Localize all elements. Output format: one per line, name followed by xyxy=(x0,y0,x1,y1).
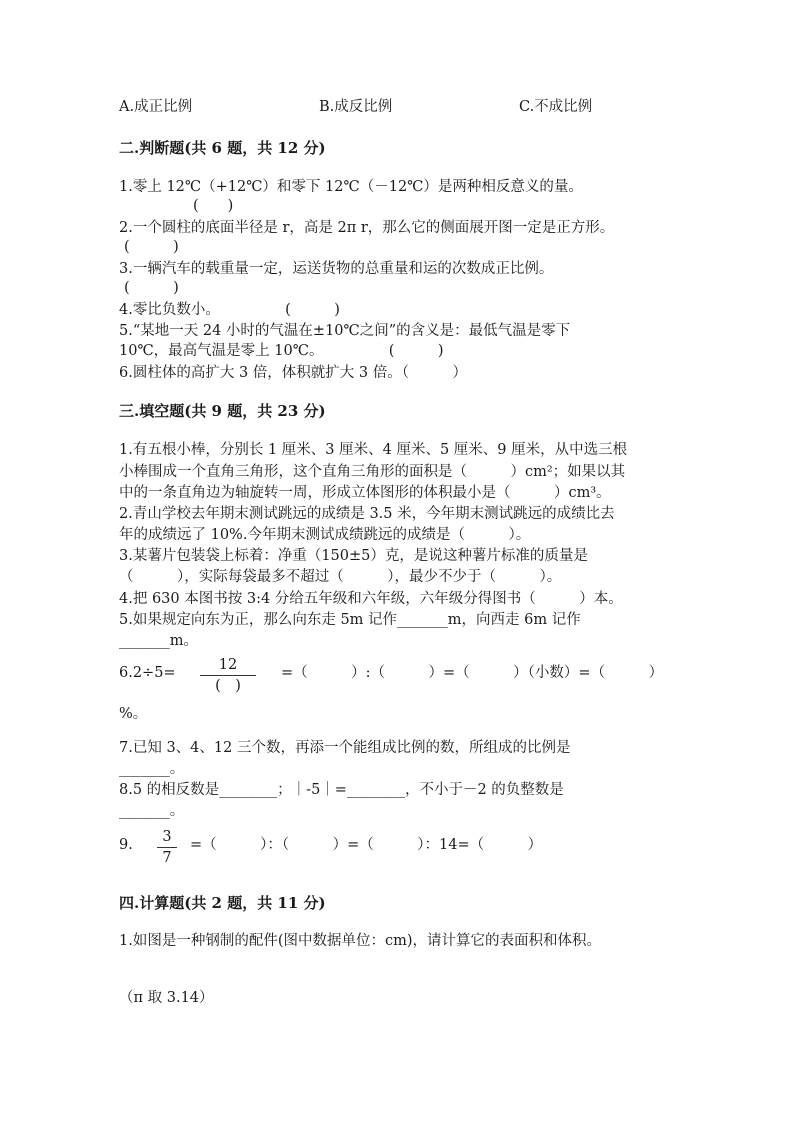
question-text: 1.零上 12℃（+12℃）和零下 12℃（－12℃）是两种相反意义的量。 xyxy=(119,179,583,195)
question-text: _______。 xyxy=(119,761,185,777)
section-title: 三.填空题(共 9 题，共 23 分) xyxy=(119,402,326,420)
fraction-denominator: 7 xyxy=(162,850,172,866)
question-text: 3.某薯片包装袋上标着：净重（150±5）克，是说这种薯片标准的质量是 xyxy=(119,548,588,564)
question-text: 10℃，最高气温是零上 10℃。 ( ) xyxy=(119,343,444,359)
question-text: 1.有五根小棒，分别长 1 厘米、3 厘米、4 厘米、5 厘米、9 厘米，从中选三根 xyxy=(119,442,628,458)
question-text: 5.“某地一天 24 小时的气温在±10℃之间”的含义是：最低气温是零下 xyxy=(119,323,571,339)
fraction xyxy=(200,657,256,694)
option-c: C.不成比例 xyxy=(519,99,593,115)
answer-blank: ( ) xyxy=(124,280,179,296)
question-text: 小棒围成一个直角三角形，这个直角三角形的面积是（ ）cm²；如果以其 xyxy=(119,464,626,480)
question-text: 2.青山学校去年期末测试跳远的成绩是 3.5 米，今年期末测试跳远的成绩比去 xyxy=(119,506,615,522)
question-text: （ ），实际每袋最多不超过（ ），最少不少于（ ）。 xyxy=(119,569,562,585)
question-text: 5.如果规定向东为正，那么向东走 5m 记作_______m，向西走 6m 记作 xyxy=(119,612,581,628)
question-text: 1.如图是一种钢制的配件(图中数据单位：cm)，请计算它的表面积和体积。 xyxy=(119,933,602,949)
fraction-bar xyxy=(157,847,177,848)
question-text: %。 xyxy=(119,706,148,722)
question-prefix: 9. xyxy=(119,837,133,853)
fraction-numerator: 12 xyxy=(218,657,238,673)
question-text: 4.零比负数小。 ( ) xyxy=(119,302,340,318)
answer-blank: ( ) xyxy=(193,198,234,214)
note-text: （π 取 3.14） xyxy=(119,990,214,1006)
question-text: 4.把 630 本图书按 3:4 分给五年级和六年级，六年级分得图书（ ）本。 xyxy=(119,591,623,607)
question-text: 7.已知 3、4、12 三个数，再添一个能组成比例的数，所组成的比例是 xyxy=(119,740,571,756)
fraction-denominator: ( ) xyxy=(215,678,241,694)
question-text: 8.5 的相反数是________；｜-5｜=________，不小于－2 的负整数是 xyxy=(119,782,564,798)
question-text: =（ ）:（ ）=（ ）（小数）=（ ） xyxy=(281,665,664,681)
question-text: _______m。 xyxy=(119,633,198,649)
question-text: 2.一个圆柱的底面半径是 r，高是 2π r，那么它的侧面展开图一定是正方形。 xyxy=(119,220,615,236)
question-text: 年的成绩远了 10%.今年期末测试成绩跳远的成绩是（ ）。 xyxy=(119,527,531,543)
question-prefix: 6.2÷5= xyxy=(119,665,176,681)
question-text: 3.一辆汽车的载重量一定，运送货物的总重量和运的次数成正比例。 xyxy=(119,261,554,277)
fraction-numerator: 3 xyxy=(162,829,172,845)
section-title: 二.判断题(共 6 题，共 12 分) xyxy=(119,139,326,157)
section-title: 四.计算题(共 2 题，共 11 分) xyxy=(119,894,326,912)
question-text: 中的一条直角边为轴旋转一周，形成立体图形的体积最小是（ ）cm³。 xyxy=(119,485,611,501)
answer-blank: ( ) xyxy=(124,239,179,255)
option-a: A.成正比例 xyxy=(119,99,193,115)
fraction-bar xyxy=(200,675,256,676)
question-text: _______。 xyxy=(119,803,185,819)
question-text: 6.圆柱体的高扩大 3 倍，体积就扩大 3 倍。（ ） xyxy=(119,365,467,381)
question-text: =（ ）：（ ）=（ ）：14=（ ） xyxy=(190,837,543,853)
fraction xyxy=(157,829,177,866)
option-b: B.成反比例 xyxy=(319,99,393,115)
